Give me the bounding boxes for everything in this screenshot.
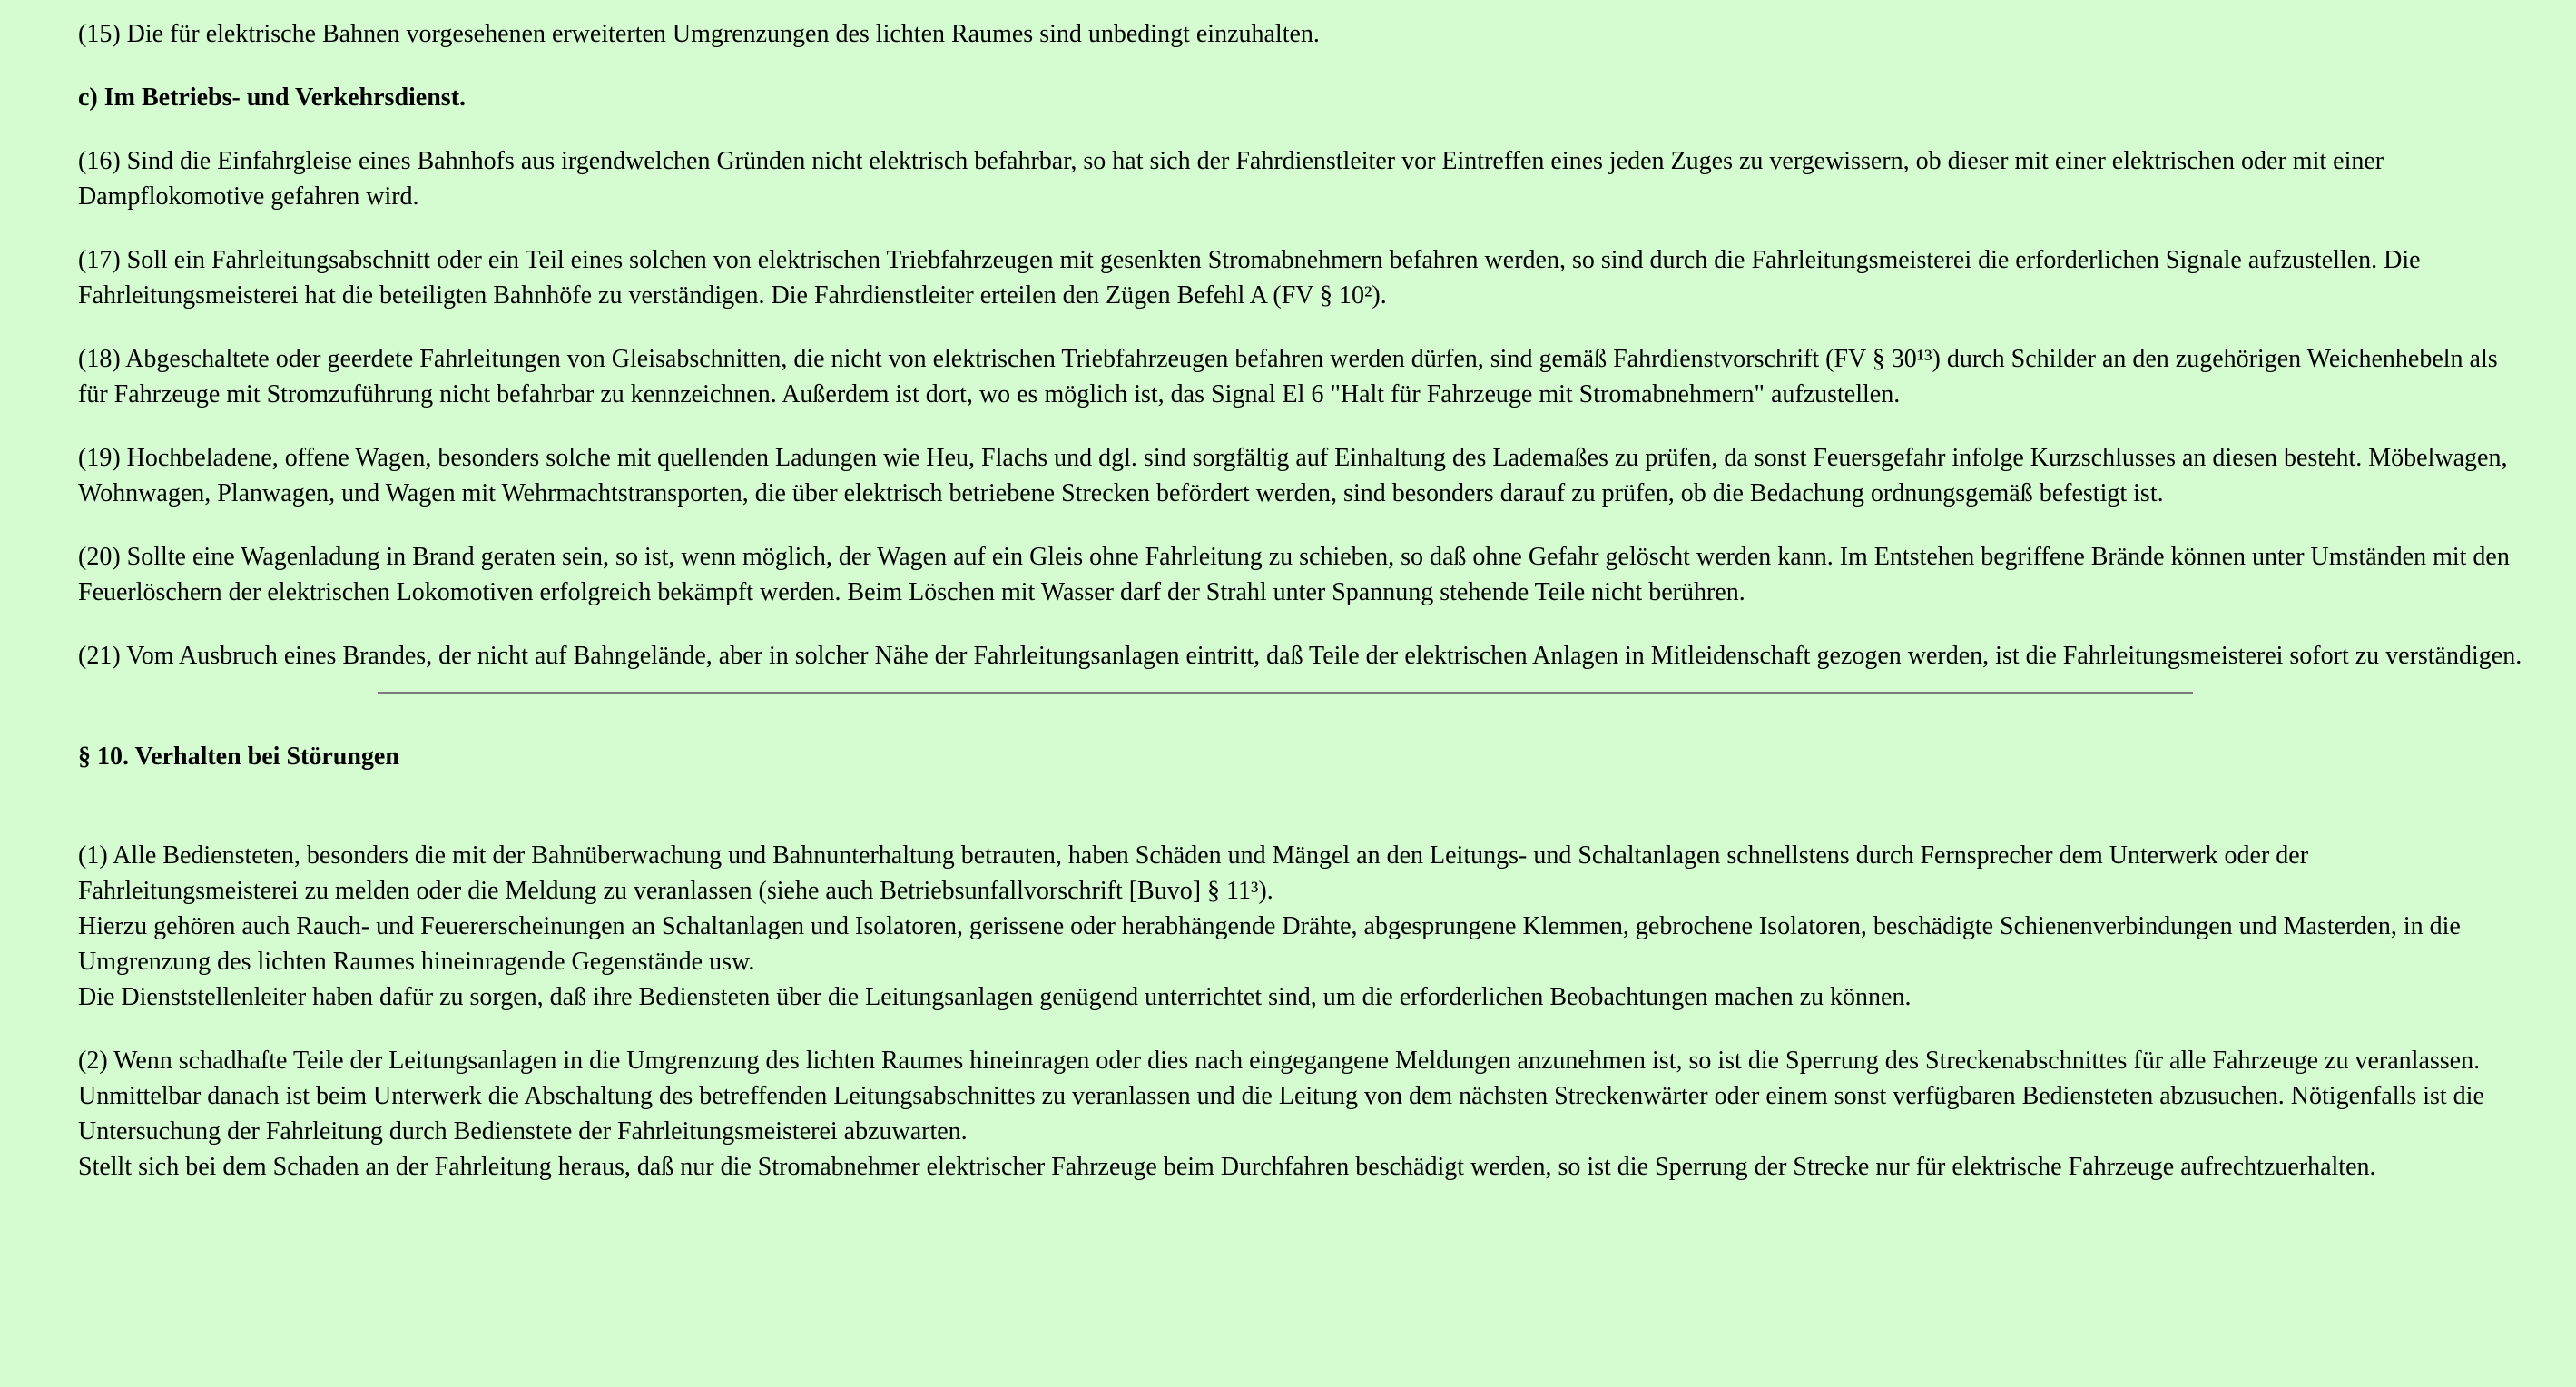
paragraph-20: (20) Sollte eine Wagenladung in Brand geraten sein, so ist, wenn möglich, der Wagen auf ein Gleis ohne Fahrleitung zu schieben, so daß ohne Gefahr gelöscht werden kann. Im Entstehen begriffene Brände können unter Umständen mit den Feuerlöschern der elektrischen Lokomotiven erfolgreich bekämpft werden. Beim Löschen mit Wasser darf der Strahl unter Spannung stehende Teile nicht berühren. (78, 543, 2510, 606)
section10-paragraph-2-text-c: Stellt sich bei dem Schaden an der Fahrleitung heraus, daß nur die Stromabnehmer elektrischer Fahrzeuge beim Durchfahren beschädigt werden, so ist die Sperrung der Strecke nur für elektrische Fahrzeuge aufrechtzuerhalten. (78, 1153, 2376, 1181)
paragraph-19: (19) Hochbeladene, offene Wagen, besonders solche mit quellenden Ladungen wie Heu, Flachs und dgl. sind sorgfältig auf Einhaltung des Lademaßes zu prüfen, da sonst Feuersgefahr infolge Kurzschlusses an diesen besteht. Möbelwagen, Wohnwagen, Planwagen, und Wagen mit Wehrmachtstransporten, die über elektrisch betriebene Strecken befördert werden, sind besonders darauf zu prüfen, ob die Bedachung ordnungsgemäß befestigt ist. (78, 444, 2508, 507)
section10-paragraph-1 (78, 838, 2529, 1015)
section10-paragraph-1-text-c: Die Dienststellenleiter haben dafür zu sorgen, daß ihre Bediensteten über die Leitungsanlagen genügend unterrichtet sind, um die erforderlichen Beobachtungen machen zu können. (78, 983, 1912, 1011)
section-title: § 10. Verhalten bei Störungen (78, 743, 399, 771)
section-divider (378, 692, 2193, 694)
section10-paragraph-1-text-a: (1) Alle Bediensteten, besonders die mit der Bahnüberwachung und Bahnunterhaltung betrauten, haben Schäden und Mängel an den Leitungs- und Schaltanlagen schnellstens durch Fernsprecher dem Unterwerk oder der Fahrleitungsmeisterei zu melden oder die Meldung zu veranlassen (siehe auch Betriebsunfallvorschrift [Buvo] § 11³). (78, 841, 2309, 905)
section10-paragraph-1-text-b: Hierzu gehören auch Rauch- und Feuererscheinungen an Schaltanlagen und Isolatoren, gerissene oder herabhängende Drähte, abgesprungene Klemmen, gebrochene Isolatoren, beschädigte Schienenverbindungen und Masterden, in die Umgrenzung des lichten Raumes hineinragende Gegenstände usw. (78, 912, 2461, 976)
paragraph-15: (15) Die für elektrische Bahnen vorgesehenen erweiterten Umgrenzungen des lichten Raumes sind unbedingt einzuhalten. (78, 20, 1320, 48)
paragraph-17: (17) Soll ein Fahrleitungsabschnitt oder ein Teil eines solchen von elektrischen Triebfahrzeugen mit gesenkten Stromabnehmern befahren werden, so sind durch die Fahrleitungsmeisterei die erforderlichen Signale aufzustellen. Die Fahrleitungsmeisterei hat die beteiligten Bahnhöfe zu verständigen. Die Fahrdienstleiter erteilen den Zügen Befehl A (FV § 10²). (78, 246, 2421, 310)
paragraph-18: (18) Abgeschaltete oder geerdete Fahrleitungen von Gleisabschnitten, die nicht von elektrischen Triebfahrzeugen befahren werden dürfen, sind gemäß Fahrdienstvorschrift (FV § 30¹³) durch Schilder an den zugehörigen Weichenhebeln als für Fahrzeuge mit Stromzuführung nicht befahrbar zu kennzeichnen. Außerdem ist dort, wo es möglich ist, das Signal El 6 "Halt für Fahrzeuge mit Stromabnehmern" aufzustellen. (78, 345, 2498, 408)
subheading-betriebs-verkehrsdienst: c) Im Betriebs- und Verkehrsdienst. (78, 84, 467, 112)
paragraph-21: (21) Vom Ausbruch eines Brandes, der nicht auf Bahngelände, aber in solcher Nähe der Fahrleitungsanlagen eintritt, daß Teile der elektrischen Anlagen in Mitleidenschaft gezogen werden, ist die Fahrleitungsmeisterei sofort zu verständigen. (78, 642, 2522, 670)
section10-paragraph-2-text-b: Unmittelbar danach ist beim Unterwerk die Abschaltung des betreffenden Leitungsabschnittes zu veranlassen und die Leitung von dem nächsten Streckenwärter oder einem sonst verfügbaren Bediensteten abzusuchen. Nötigenfalls ist die Untersuchung der Fahrleitung durch Bedienstete der Fahrleitungsmeisterei abzuwarten. (78, 1082, 2484, 1146)
section10-paragraph-2 (78, 1043, 2529, 1185)
document-body (78, 16, 2529, 1213)
paragraph-16: (16) Sind die Einfahrgleise eines Bahnhofs aus irgendwelchen Gründen nicht elektrisch befahrbar, so hat sich der Fahrdienstleiter vor Eintreffen eines jeden Zuges zu vergewissern, ob dieser mit einer elektrischen oder mit einer Dampflokomotive gefahren wird. (78, 147, 2384, 211)
section10-paragraph-2-text-a: (2) Wenn schadhafte Teile der Leitungsanlagen in die Umgrenzung des lichten Raumes hineinragen oder dies nach eingegangene Meldungen anzunehmen ist, so ist die Sperrung des Streckenabschnittes für alle Fahrzeuge zu veranlassen. (78, 1047, 2481, 1075)
